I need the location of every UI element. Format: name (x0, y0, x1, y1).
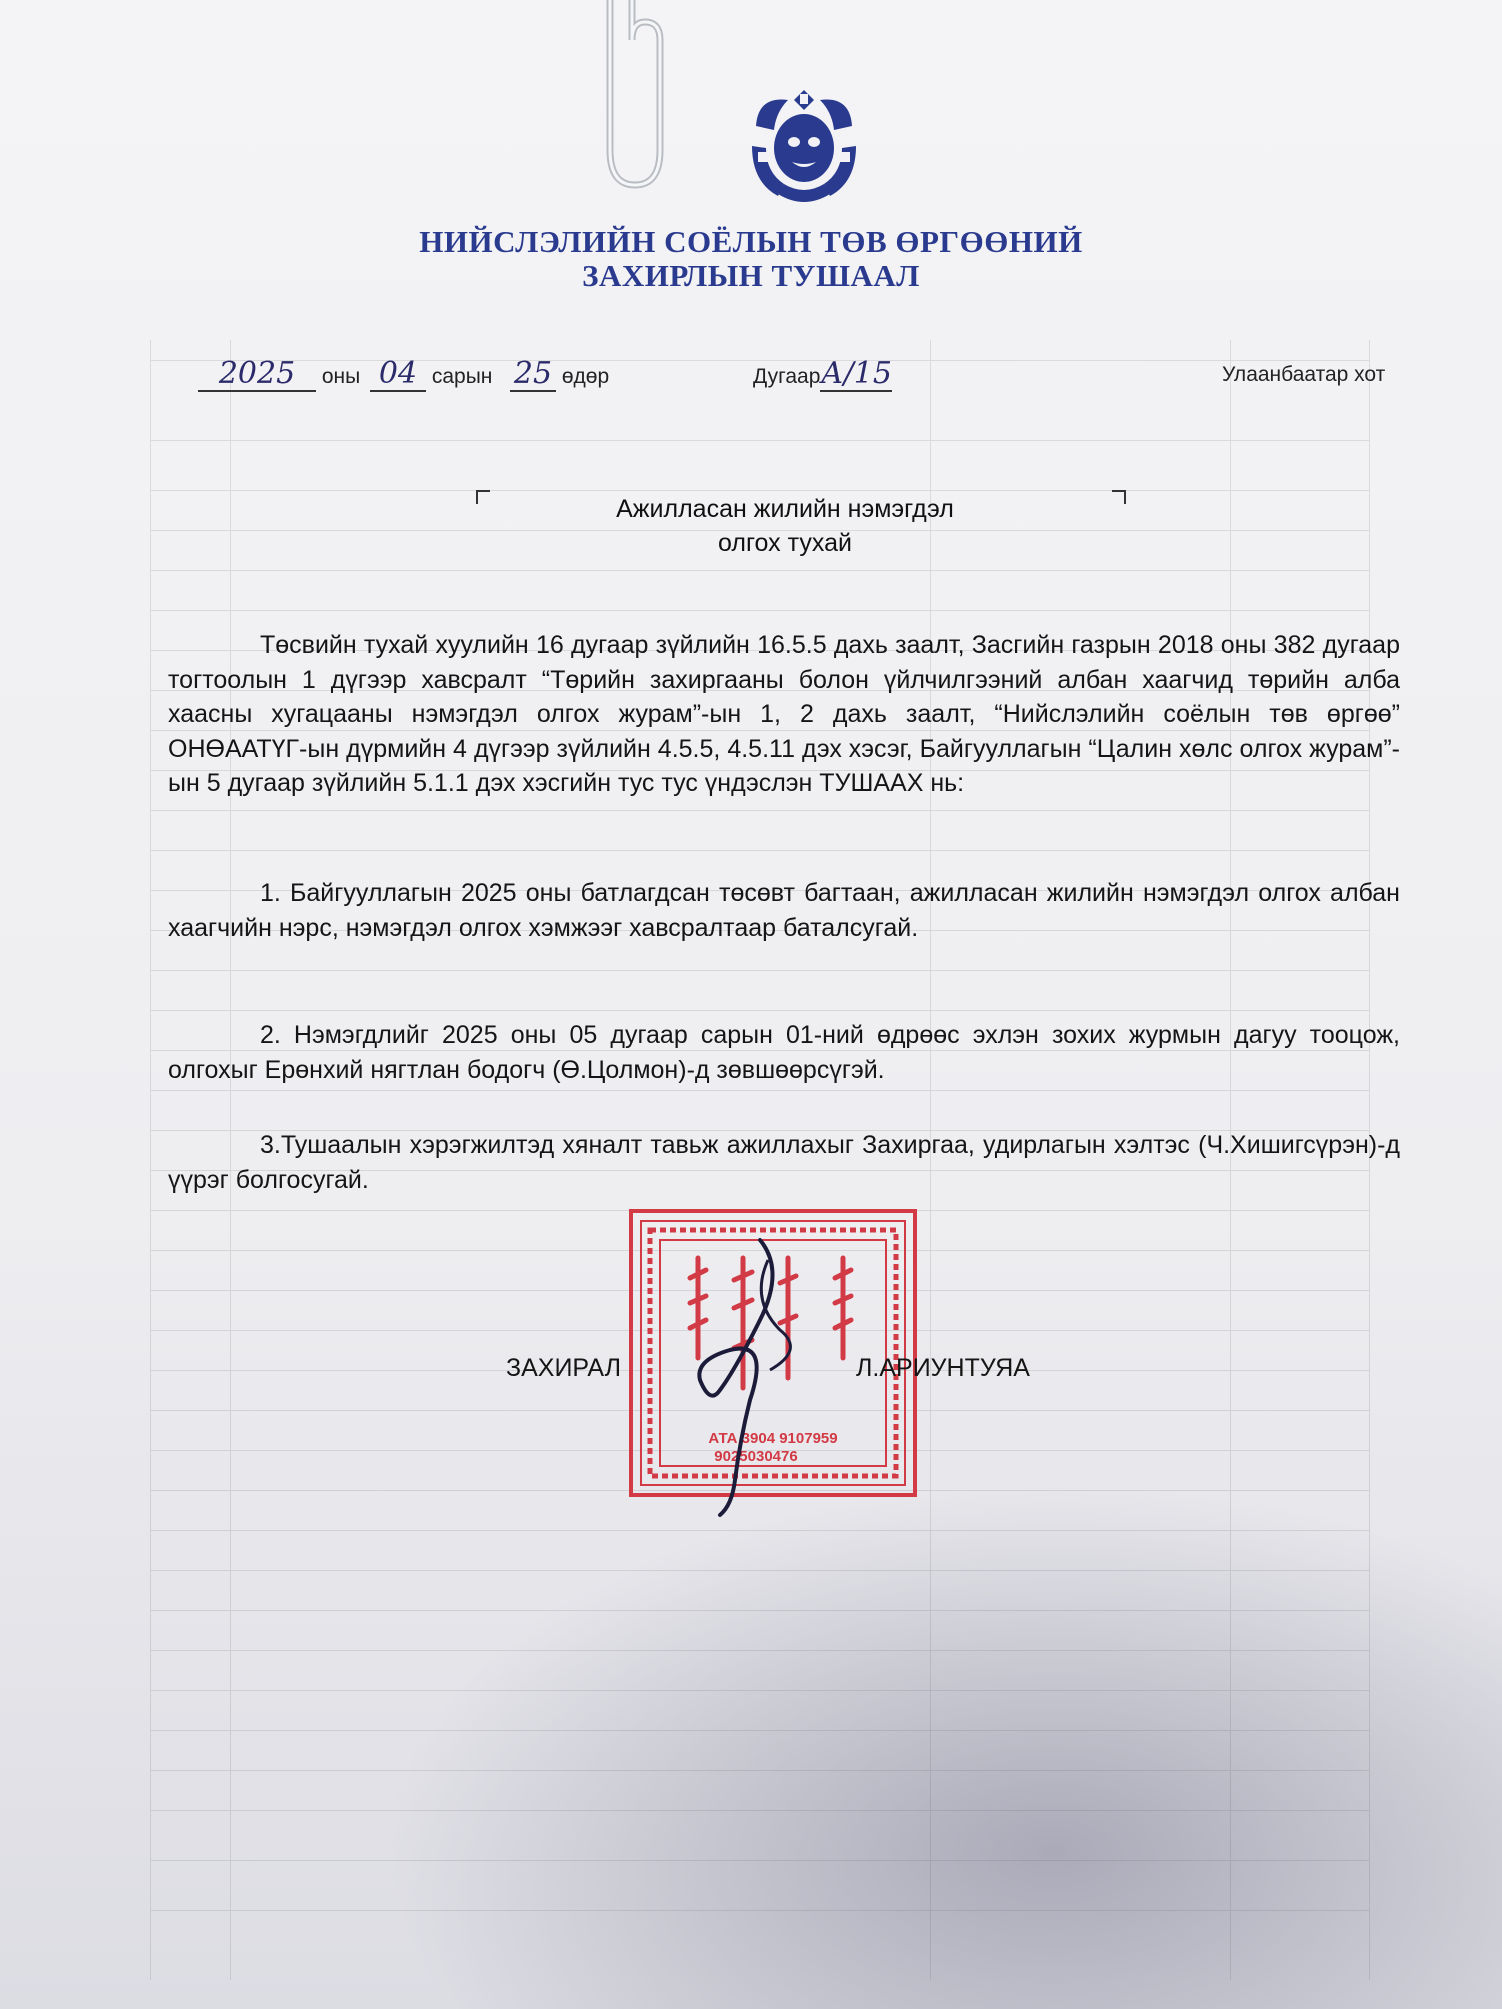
order-item-3: 3.Тушаалын хэрэгжилтэд хяналт тавьж ажиллахыг Захиргаа, удирлагын хэлтэс (Ч.Хишигсүрэн)-д үүрэг болгосугай. (168, 1131, 1400, 1194)
order-title (0, 492, 1502, 560)
date-day (510, 358, 609, 392)
photo-shadow (380, 1480, 1502, 2009)
stamp-registry-id: 9025030476 (714, 1448, 798, 1465)
order-item-2: 2. Нэмэгдлийг 2025 оны 05 дугаар сарын 01-ний өдрөөс эхлэн зохих журмын дагуу тооцож, олгохыг Ерөнхий нягтлан бодогч (Ө.Цолмон)-д зөвшөөрсүгэй. (168, 1021, 1400, 1084)
order-number-value: А/15 (820, 356, 892, 391)
order-title-line1: Ажилласан жилийн нэмэгдэл (616, 495, 954, 523)
city: Улаанбаатар хот (1222, 363, 1386, 386)
preamble-paragraph: Төсвийн тухай хуулийн 16 дугаар зүйлийн 16.5.5 дахь заалт, Засгийн газрын 2018 оны 382 дугаар тогтоолын 1 дүгээр хавсралт “Төрийн захиргааны болон үйлчилгээний албан хаагчид төрийн алба хаасны хугацааны нэмэгдэл олгох журам”-ын 1, 2 дахь заалт, “Нийслэлийн соёлын төв өргөө” ОНӨААТҮГ-ын дүрмийн 4 дүгээр зүйлийн 4.5.5, 4.5.11 дэх хэсэг, Байгууллагын “Цалин хөлс олгох журам”-ын 5 дугаар зүйлийн 5.1.1 дэх хэсгийн тус тус үндэслэн ТУШААХ нь: (168, 631, 1400, 797)
order-title-line2: олгох тухай (718, 529, 852, 557)
paperclip-icon (570, 0, 690, 200)
document-type-title: ЗАХИРЛЫН ТУШААЛ (582, 258, 920, 293)
date-month (370, 358, 492, 392)
order-item-1: 1. Байгууллагын 2025 оны батлагдсан төсөвт багтаан, ажилласан жилийн нэмэгдэл олгох албан хаагчийн нэрс, нэмэгдэл олгох хэмжээг хавсралтаар баталсугай. (168, 879, 1400, 942)
handwritten-signature (690, 1230, 820, 1520)
date-year (198, 358, 360, 392)
date-month-value: 04 (370, 358, 426, 392)
date-day-value: 25 (510, 358, 556, 392)
stamp-registry-numbers: АТА 3904 9107959 (708, 1430, 838, 1447)
signatory-name: Л.АРИУНТУЯА (856, 1354, 1030, 1382)
signatory-title: ЗАХИРАЛ (506, 1354, 622, 1382)
date-month-suffix: сарын (431, 365, 493, 388)
organization-name: НИЙСЛЭЛИЙН СОЁЛЫН ТӨВ ӨРГӨӨНИЙ (419, 224, 1083, 259)
soyombo-garuda-emblem-icon (748, 86, 860, 210)
date-year-suffix: оны (321, 365, 361, 388)
date-year-value: 2025 (198, 358, 316, 392)
order-number (753, 358, 892, 392)
order-number-label: Дугаар (753, 365, 821, 388)
date-day-suffix: өдөр (561, 365, 610, 388)
